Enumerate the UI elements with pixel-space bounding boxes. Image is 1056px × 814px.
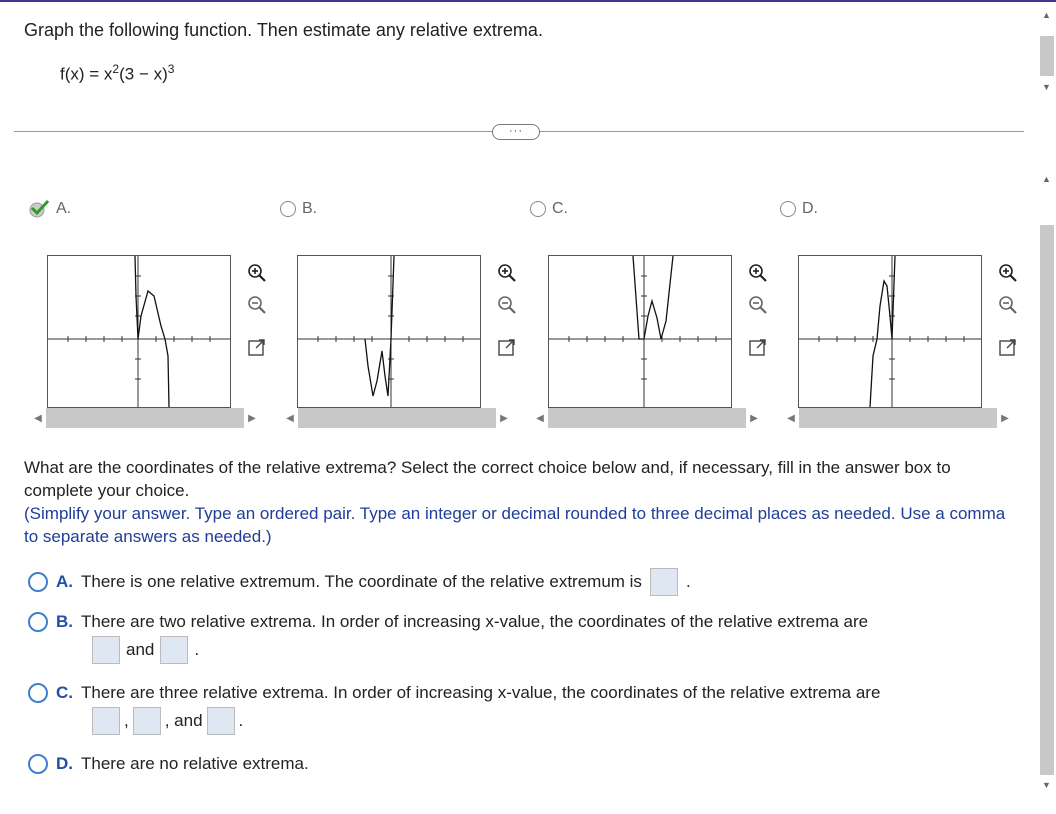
zoom-out-icon[interactable]	[246, 294, 268, 316]
option-a-label: A.	[56, 200, 72, 217]
graph-c	[548, 255, 732, 408]
scroll-track[interactable]	[46, 408, 244, 428]
question-2-note: (Simplify your answer. Type an ordered pair. Type an integer or decimal rounded to three decimal places as needed. Use a comma to separate answers as needed.)	[24, 504, 1006, 546]
open-in-window-icon[interactable]	[747, 336, 769, 358]
answer-a-letter: A.	[56, 572, 73, 591]
top-scrollbar[interactable]	[1038, 0, 1056, 100]
scroll-right-icon[interactable]: ▶	[750, 412, 758, 424]
graph-option-d[interactable]	[780, 200, 818, 218]
scroll-track[interactable]	[799, 408, 997, 428]
option-d-radio[interactable]	[780, 201, 796, 217]
answer-b-input-1[interactable]	[92, 636, 120, 664]
answer-d-radio[interactable]	[28, 754, 48, 774]
tools-a	[246, 262, 268, 358]
answer-c-input-1[interactable]	[92, 707, 120, 735]
more-button[interactable]: ···	[492, 124, 540, 140]
answer-c-text: There are three relative extrema. In order of increasing x-value, the coordinates of the relative extrema are	[81, 683, 881, 702]
zoom-in-icon[interactable]	[246, 262, 268, 284]
option-c-label: C.	[552, 200, 568, 217]
open-in-window-icon[interactable]	[997, 336, 1019, 358]
tools-b	[496, 262, 518, 358]
graph-a	[47, 255, 231, 408]
answer-c-comma: ,	[124, 711, 129, 730]
graph-option-b[interactable]	[280, 200, 317, 218]
answer-c-letter: C.	[56, 683, 73, 702]
answer-b-letter: B.	[56, 612, 73, 631]
answer-a-radio[interactable]	[28, 572, 48, 592]
answer-a-input[interactable]	[650, 568, 678, 596]
scroll-up-icon[interactable]: ▲	[1042, 174, 1051, 184]
answer-b-and: and	[126, 640, 155, 659]
graph-d	[798, 255, 982, 408]
answer-d-text: There are no relative extrema.	[81, 754, 309, 773]
tools-d	[997, 262, 1019, 358]
scroll-down-icon[interactable]: ▼	[1042, 780, 1051, 790]
scroll-right-icon[interactable]: ▶	[248, 412, 256, 424]
top-accent-bar	[0, 0, 1056, 2]
answer-a-text: There is one relative extremum. The coordinate of the relative extremum is	[81, 572, 642, 591]
answer-choice-b[interactable]	[28, 612, 868, 664]
zoom-out-icon[interactable]	[496, 294, 518, 316]
answer-b-radio[interactable]	[28, 612, 48, 632]
graph-b	[297, 255, 481, 408]
option-b-radio[interactable]	[280, 201, 296, 217]
graph-scrollbar-a[interactable]	[30, 408, 260, 428]
answer-c-and: , and	[164, 711, 203, 730]
scroll-thumb[interactable]	[1040, 225, 1054, 775]
scroll-thumb[interactable]	[1040, 36, 1054, 76]
answer-c-input-3[interactable]	[207, 707, 235, 735]
answer-d-letter: D.	[56, 754, 73, 773]
graph-scrollbar-c[interactable]	[532, 408, 762, 428]
scroll-track[interactable]	[298, 408, 496, 428]
graph-option-a[interactable]	[28, 200, 71, 218]
scroll-left-icon[interactable]: ◀	[286, 412, 294, 424]
zoom-out-icon[interactable]	[747, 294, 769, 316]
zoom-out-icon[interactable]	[997, 294, 1019, 316]
main-scrollbar[interactable]	[1038, 170, 1056, 800]
open-in-window-icon[interactable]	[246, 336, 268, 358]
scroll-up-icon[interactable]: ▲	[1042, 10, 1051, 20]
answer-c-input-2[interactable]	[133, 707, 161, 735]
graph-option-c[interactable]	[530, 200, 568, 218]
answer-a-period: .	[685, 572, 691, 591]
answer-c-period: .	[238, 711, 244, 730]
scroll-left-icon[interactable]: ◀	[787, 412, 795, 424]
function-expression: $f(x) = x^2(3 - x)^3$	[60, 62, 175, 84]
answer-choice-a[interactable]	[28, 568, 691, 596]
zoom-in-icon[interactable]	[496, 262, 518, 284]
scroll-left-icon[interactable]: ◀	[536, 412, 544, 424]
answer-b-input-2[interactable]	[160, 636, 188, 664]
answer-c-radio[interactable]	[28, 683, 48, 703]
question-2-prompt: What are the coordinates of the relative extrema? Select the correct choice below and, if necessary, fill in the answer box to complete your choice.	[24, 458, 951, 500]
scroll-right-icon[interactable]: ▶	[1001, 412, 1009, 424]
answer-choice-c[interactable]	[28, 683, 880, 735]
option-c-radio[interactable]	[530, 201, 546, 217]
option-d-label: D.	[802, 200, 818, 217]
scroll-right-icon[interactable]: ▶	[500, 412, 508, 424]
answer-b-period: .	[194, 640, 200, 659]
option-b-label: B.	[302, 200, 318, 217]
answer-choice-d[interactable]	[28, 754, 309, 774]
tools-c	[747, 262, 769, 358]
question-prompt: Graph the following function. Then estimate any relative extrema.	[24, 20, 543, 40]
scroll-left-icon[interactable]: ◀	[34, 412, 42, 424]
question-2	[24, 456, 1024, 548]
answer-b-text: There are two relative extrema. In order of increasing x-value, the coordinates of the relative extrema are	[81, 612, 869, 631]
zoom-in-icon[interactable]	[747, 262, 769, 284]
zoom-in-icon[interactable]	[997, 262, 1019, 284]
open-in-window-icon[interactable]	[496, 336, 518, 358]
scroll-track[interactable]	[548, 408, 746, 428]
graph-scrollbar-b[interactable]	[282, 408, 512, 428]
scroll-down-icon[interactable]: ▼	[1042, 82, 1051, 92]
graph-scrollbar-d[interactable]	[783, 408, 1013, 428]
correct-check-icon	[28, 200, 50, 218]
